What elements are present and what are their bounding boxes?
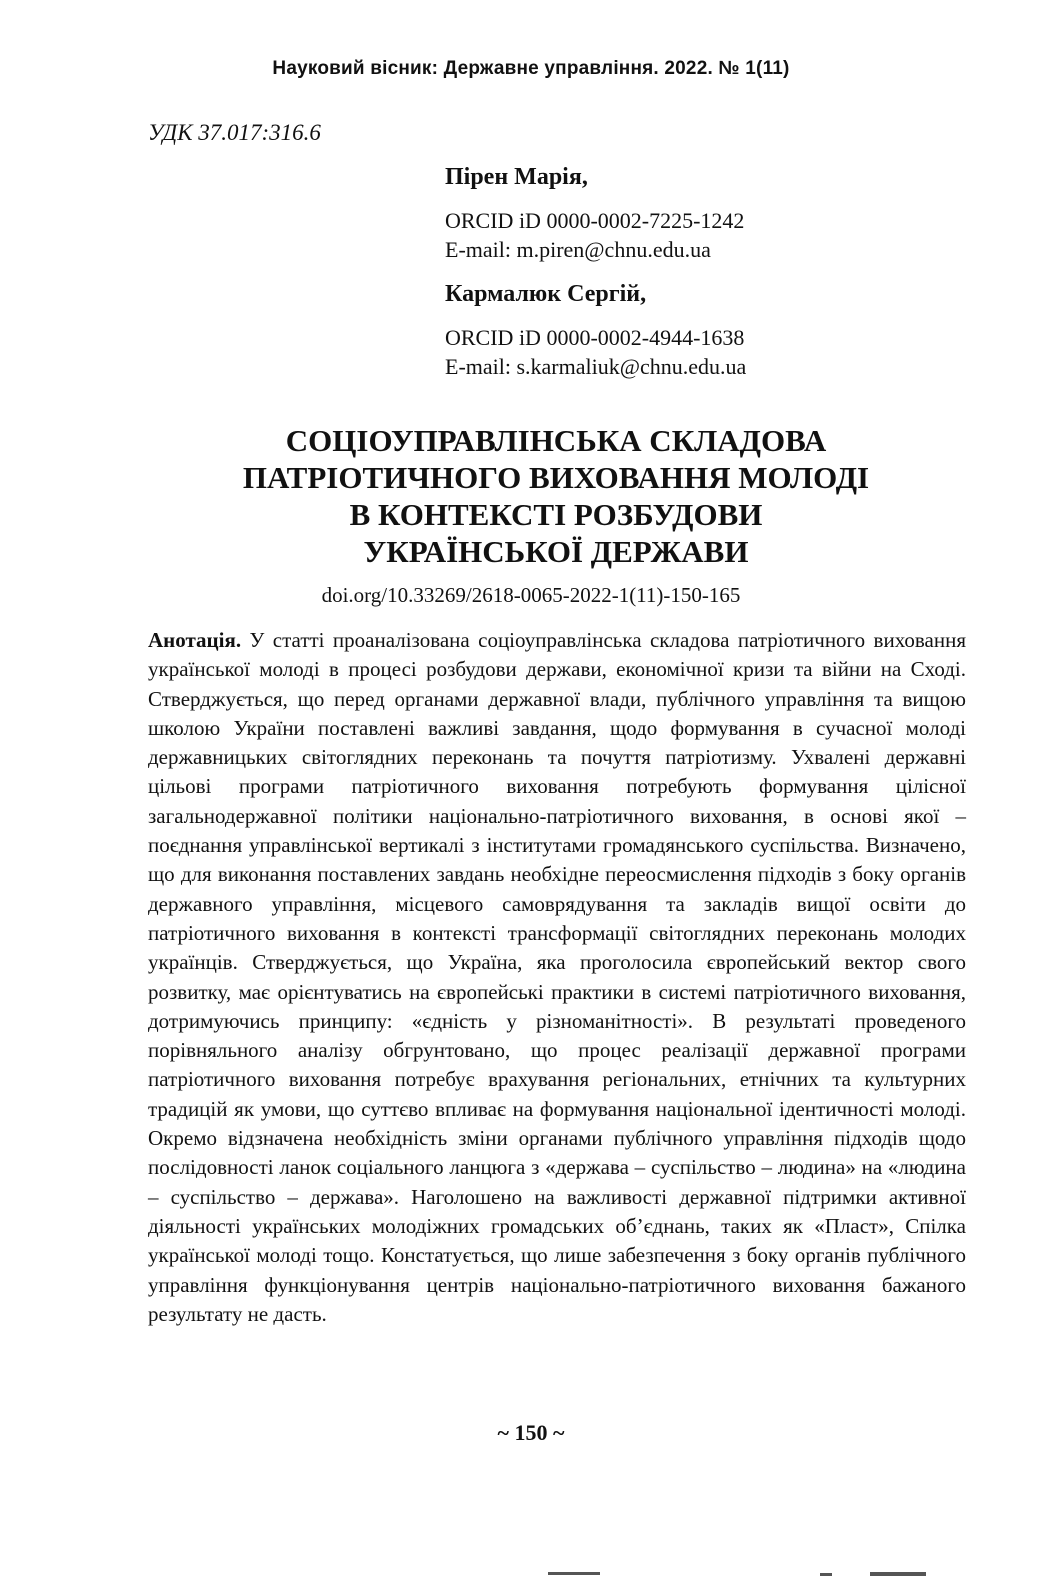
author-orcid: ORCID iD 0000-0002-7225-1242 [445,208,745,233]
author-orcid: ORCID iD 0000-0002-4944-1638 [445,325,745,350]
authors-block [445,163,965,397]
abstract-text: У статті проаналізована соціоуправлінська складова патріотичного виховання української молоді в процесі розбудови держави, економічної кризи та війни на Сході. Стверджується, що перед органами державної влади, публічного управління та вищою школою України поставлені важливі завдання, щодо формування в сучасної молоді державницьких світоглядних переконань та почуття патріотизму. Ухвалені державні цільові програми патріотичного виховання потребують формування цілісної загальнодержавної політики національно-патріотичного виховання, в основі якої – поєднання управлінської вертикалі з інститутами громадянського суспільства. Визначено, що для виконання поставлених завдань необхідне переосмислення підходів з боку органів державного управління, місцевого самоврядування та закладів вищої освіти до патріотичного виховання в контексті трансформації світоглядних переконань молодих українців. Стверджується, що Україна, яка проголосила європейський вектор свого розвитку, має орієнтуватись на європейські практики в системі патріотичного виховання, дотримуючись принципу: «єдність у різноманітності». В результаті проведеного порівняльного аналізу обгрунтовано, що процес реалізації державної програми патріотичного виховання потребує врахування регіональних, етнічних та культурних традицій як умови, що суттєво впливає на формування національної ідентичності молоді. Окремо відзначена необхідність зміни органами публічного управління підходів щодо послідовності ланок соціального ланцюга з «держава – суспільство – людина» на «людина – суспільство – держава». Наголошено на важливості державної підтримки активної діяльності українських молодіжних громадських об’єднань, таких як «Пласт», Спілка української молоді тощо. Констатується, що лише забезпечення з боку органів публічного управління функціонування центрів національно-патріотичного виховання бажаного результату не дасть. [148,628,966,1326]
title-line: ПАТРІОТИЧНОГО ВИХОВАННЯ МОЛОДІ [242,460,870,495]
scan-artifact [820,1573,832,1576]
running-header: Науковий вісник: Державне управління. 2022. № 1(11) [272,58,790,79]
author-2 [445,280,965,381]
udk-code: УДК 37.017:316.6 [148,120,321,145]
author-1 [445,163,965,264]
title-line: УКРАЇНСЬКОЇ ДЕРЖАВИ [363,534,749,569]
author-name: Пірен Марія, [445,164,588,190]
author-email: E-mail: s.karmaliuk@chnu.edu.ua [445,354,747,379]
article-title [150,422,962,570]
abstract-label: Анотація. [148,628,242,652]
title-line: СОЦІОУПРАВЛІНСЬКА СКЛАДОВА [285,423,827,458]
page-number: ~ 150 ~ [497,1420,565,1445]
doi-link[interactable]: doi.org/10.33269/2618-0065-2022-1(11)-150-165 [321,583,741,607]
scan-artifact [870,1572,926,1576]
abstract-paragraph [148,626,966,1329]
title-line: В КОНТЕКСТІ РОЗБУДОВИ [349,497,763,532]
scan-artifact [548,1572,600,1575]
author-name: Кармалюк Сергій, [445,281,647,307]
author-email: E-mail: m.piren@chnu.edu.ua [445,237,711,262]
